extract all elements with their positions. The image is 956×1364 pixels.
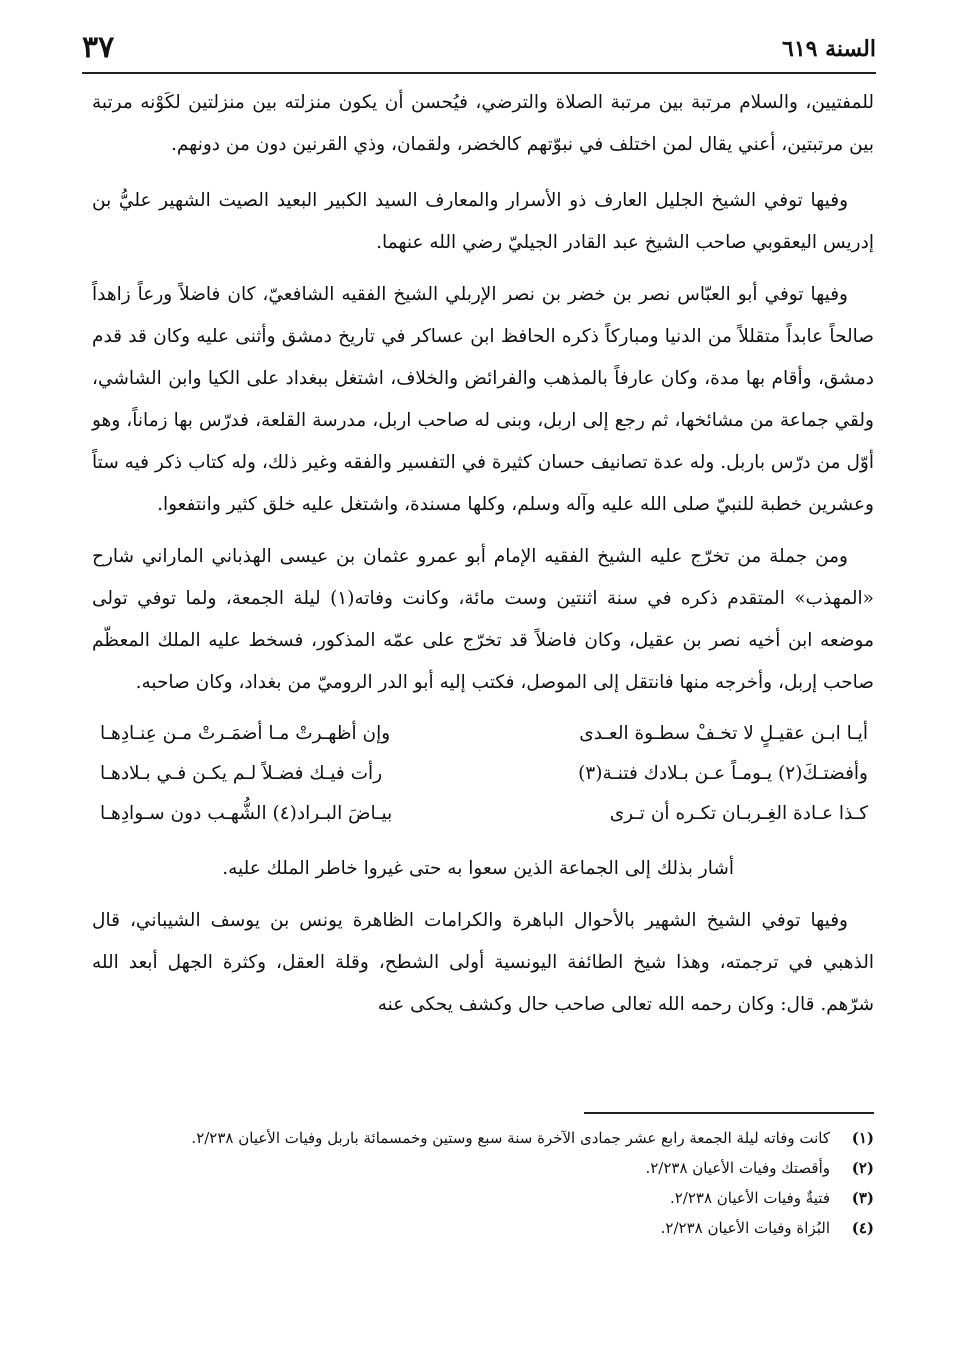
footnote-text: البُزاة وفيات الأعيان ٢/٢٣٨. bbox=[660, 1219, 830, 1237]
footnote-text: كانت وفاته ليلة الجمعة رابع عشر جمادى الآخرة سنة سبع وستين وخمسمائة باربل وفيات الأعيان ٢/٢٣٨. bbox=[191, 1129, 830, 1147]
poem-verse bbox=[92, 794, 874, 834]
paragraph: وفيها توفي الشيخ الشهير بالأحوال الباهرة والكرامات الظاهرة يونس بن يوسف الشيباني، قال الذهبي في ترجمته، وهذا شيخ الطائفة اليونسية أولى الشطح، وقلة العقل، وكثرة الجهل أبعد الله شرّهم. قال: وكان رحمه الله تعالى صاحب حال وكشف يحكى عنه bbox=[92, 910, 874, 1015]
poem-second-hemistich: وإن أظهـرتْ مـا أضمَـرتْ مـن عِنـادِهـا bbox=[100, 723, 391, 744]
footnote-number: (٣) bbox=[851, 1189, 874, 1207]
poem-first-hemistich: وأفضتـكَ(٢) يـومـاً عـن بـلادك فتنـة(٣) bbox=[578, 763, 868, 784]
poem-second-hemistich: بيـاضَ البـراد(٤) الشُّهـب دون سـوادِهـا bbox=[100, 803, 393, 824]
running-title: السنة ٦١٩ bbox=[782, 36, 876, 62]
poem-verse bbox=[92, 754, 874, 794]
paragraph: للمفتيين، والسلام مرتبة بين مرتبة الصلاة والترضي، فيُحسن أن يكون منزلته بين منزلتين لكَوْنه مرتبة بين مرتبتين، أعني يقال لمن اختلف في نبوّتهم كالخضر، ولقمان، وذي القرنين دون من دونهم. bbox=[92, 92, 874, 155]
poem-commentary: أشار بذلك إلى الجماعة الذين سعوا به حتى غيروا خاطر الملك عليه. bbox=[222, 858, 734, 879]
poem-verse bbox=[92, 714, 874, 754]
footnote bbox=[92, 1214, 874, 1242]
main-text bbox=[92, 82, 874, 1040]
footnote-number: (٢) bbox=[851, 1159, 874, 1177]
page-number: ٣٧ bbox=[82, 30, 115, 65]
footnote-text: وأقصتك وفيات الأعيان ٢/٢٣٨. bbox=[645, 1159, 830, 1177]
poem-first-hemistich: أيـا ابـن عقيـلٍ لا تخـفْ سطـوة العـدى bbox=[579, 723, 868, 744]
poem-first-hemistich: كـذا عـادة الغِـربـان تكـره أن تـرى bbox=[609, 803, 868, 824]
footnotes bbox=[92, 1124, 874, 1244]
footnote-text: فتيةٌ وفيات الأعيان ٢/٢٣٨. bbox=[669, 1189, 830, 1207]
paragraph: وفيها توفي الشيخ الجليل العارف ذو الأسرار والمعارف السيد الكبير البعيد الصيت الشهير عليُّ بن إدريس اليعقوبي صاحب الشيخ عبد القادر الجيليّ رضي الله عنهما. bbox=[92, 190, 874, 253]
footnote-number: (٤) bbox=[851, 1219, 874, 1237]
footnote bbox=[92, 1184, 874, 1212]
paragraph: ومن جملة من تخرّج عليه الشيخ الفقيه الإمام أبو عمرو عثمان بن عيسى الهذباني الماراني شارح «المهذب» المتقدم ذكره في سنة اثنتين وست مائة، وكانت وفاته(١) ليلة الجمعة، ولما توفي تولى موضعه ابن أخيه نصر بن عقيل، وكان فاضلاً قد تخرّج على عمّه المذكور، فسخط عليه الملك المعظّم صاحب إربل، وأخرجه منها فانتقل إلى الموصل، فكتب إليه أبو الدر الروميّ من بغداد، وكان صاحبه. bbox=[92, 546, 874, 693]
poem-second-hemistich: رأت فيـك فضـلاً لـم يكـن فـي بـلادهـا bbox=[100, 763, 383, 784]
paragraph: وفيها توفي أبو العبّاس نصر بن خضر بن نصر الإربلي الشيخ الفقيه الشافعيّ، كان فاضلاً ورعاً زاهداً صالحاً عابداً متقللاً من الدنيا ومباركاً ذكره الحافظ ابن عساكر في تاريخ دمشق وأثنى عليه وكان قد قدم دمشق، وأقام بها مدة، وكان عارفاً بالمذهب والفرائض والخلاف، اشتغل ببغداد على الكيا وابن الشاشي، ولقي جماعة من مشائخها، ثم رجع إلى اربل، وبنى له صاحب اربل، مدرسة القلعة، فدرّس بها زماناً، وهو أوّل من درّس باربل. وله عدة تصانيف حسان كثيرة في التفسير والفقه وغير ذلك، وله كتاب ذكر فيه ستاً وعشرين خطبة للنبيّ صلى الله عليه وآله وسلم، وكلها مسندة، واشتغل عليه خلق كثير وانتفعوا. bbox=[92, 284, 874, 515]
footnote-number: (١) bbox=[851, 1129, 874, 1147]
footnote bbox=[92, 1124, 874, 1152]
poem bbox=[92, 714, 874, 834]
page-header bbox=[82, 30, 876, 74]
footnote bbox=[92, 1154, 874, 1182]
footnote-divider bbox=[584, 1112, 874, 1114]
